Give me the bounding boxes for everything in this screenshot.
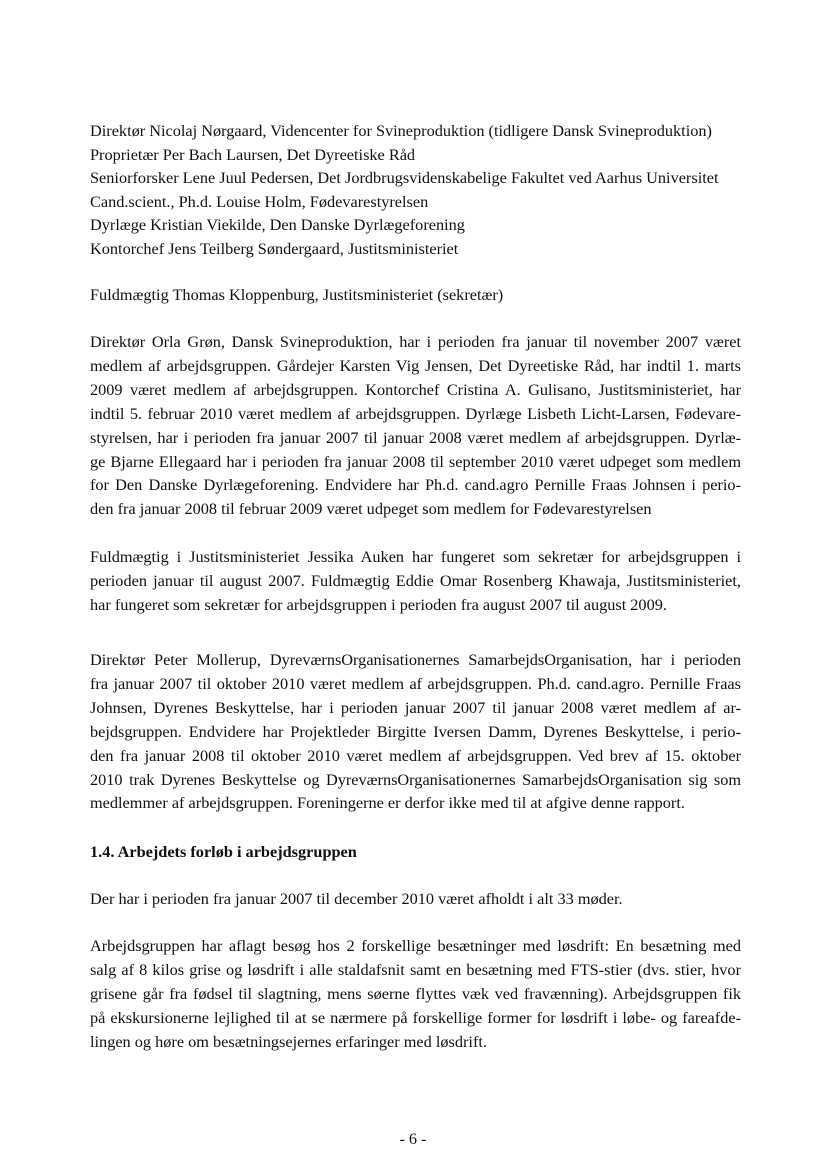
former-members-line: 2009 været medlem af arbejdsgruppen. Kontorchef Cristina A. Gulisano, Justitsministeriet, har (90, 379, 741, 399)
page-number: - 6 - (399, 1129, 427, 1148)
meetings-line: Der har i perioden fra januar 2007 til december 2010 været afholdt i alt 33 møder. (90, 889, 623, 908)
organisations-line: medlemmer af arbejdsgruppen. Foreningerne er derfor ikke med til at afgive denne rapport. (90, 793, 685, 813)
member-line: Proprietær Per Bach Laursen, Det Dyreetiske Råd (90, 144, 416, 164)
organisations-line: Johnsen, Dyrenes Beskyttelse, har i perioden januar 2007 til januar 2008 været medlem af ar- (90, 697, 741, 717)
former-members-line: ge Bjarne Ellegaard har i perioden fra januar 2008 til september 2010 været udpeget som medlem (90, 451, 741, 471)
former-members-line: Direktør Orla Grøn, Dansk Svineproduktion, har i perioden fra januar til november 2007 været (90, 332, 741, 351)
organisations-line: Direktør Peter Mollerup, DyreværnsOrganisationernes SamarbejdsOrganisation, har i perioden (90, 650, 741, 669)
member-line: Direktør Nicolaj Nørgaard, Videncenter for Svineproduktion (tidligere Dansk Svineproduktion) (90, 121, 712, 140)
former-members-line: den fra januar 2008 til februar 2009 været udpeget som medlem for Fødevarestyrelsen (90, 499, 652, 519)
former-members-line: medlem af arbejdsgruppen. Gårdejer Karsten Vig Jensen, Det Dyreetiske Råd, har indtil 1. marts (90, 355, 741, 375)
member-line: Kontorchef Jens Teilberg Søndergaard, Justitsministeriet (90, 239, 459, 258)
secretaries-line: har fungeret som sekretær for arbejdsgruppen i perioden fra august 2007 til august 2009. (90, 594, 667, 614)
secretaries-line: perioden januar til august 2007. Fuldmægtig Eddie Omar Rosenberg Khawaja, Justitsministeriet, (90, 570, 741, 590)
organisations-line: 2010 trak Dyrenes Beskyttelse og DyreværnsOrganisationernes SamarbejdsOrganisation sig som (90, 769, 741, 789)
visits-line: på ekskursionerne lejlighed til at se nærmere på forskellige former for løsdrift i løbe- og fareafde- (90, 1007, 741, 1027)
secretary-line: Fuldmægtig Thomas Kloppenburg, Justitsministeriet (sekretær) (90, 285, 504, 304)
former-members-line: for Den Danske Dyrlægeforening. Endvidere har Ph.d. cand.agro Pernille Fraas Johnsen i perio- (90, 475, 741, 495)
visits-line: lingen og høre om besætningsejernes erfaringer med løsdrift. (90, 1031, 487, 1051)
section-heading: 1.4. Arbejdets forløb i arbejdsgruppen (90, 842, 357, 861)
former-members-line: indtil 5. februar 2010 været medlem af arbejdsgruppen. Dyrlæge Lisbeth Licht-Larsen, Fødevare- (90, 403, 741, 423)
secretaries-line: Fuldmægtig i Justitsministeriet Jessika Auken har fungeret som sekretær for arbejdsgruppen i (90, 547, 741, 566)
member-line: Seniorforsker Lene Juul Pedersen, Det Jordbrugsvidenskabelige Fakultet ved Aarhus Universitet (90, 168, 719, 188)
member-line: Dyrlæge Kristian Viekilde, Den Danske Dyrlægeforening (90, 215, 465, 235)
visits-line: salg af 8 kilos grise og løsdrift i alle staldafsnit samt en besætning med FTS-stier (dvs. stier, hvor (90, 959, 741, 979)
member-line: Cand.scient., Ph.d. Louise Holm, Fødevarestyrelsen (90, 191, 429, 211)
organisations-line: fra januar 2007 til oktober 2010 været medlem af arbejdsgruppen. Ph.d. cand.agro. Pernille Fraas (90, 673, 741, 693)
visits-line: grisene går fra fødsel til slagtning, mens søerne flyttes væk ved fravænning). Arbejdsgruppen fik (90, 983, 741, 1003)
visits-line: Arbejdsgruppen har aflagt besøg hos 2 forskellige besætninger med løsdrift: En besætning med (90, 936, 741, 955)
organisations-line: den fra januar 2008 til oktober 2010 været medlem af arbejdsgruppen. Ved brev af 15. oktober (90, 745, 741, 765)
former-members-line: styrelsen, har i perioden fra januar 2007 til januar 2008 været medlem af arbejdsgruppen. Dyrlæ- (90, 427, 741, 447)
organisations-line: bejdsgruppen. Endvidere har Projektleder Birgitte Iversen Damm, Dyrenes Beskyttelse, i perio- (90, 721, 741, 741)
